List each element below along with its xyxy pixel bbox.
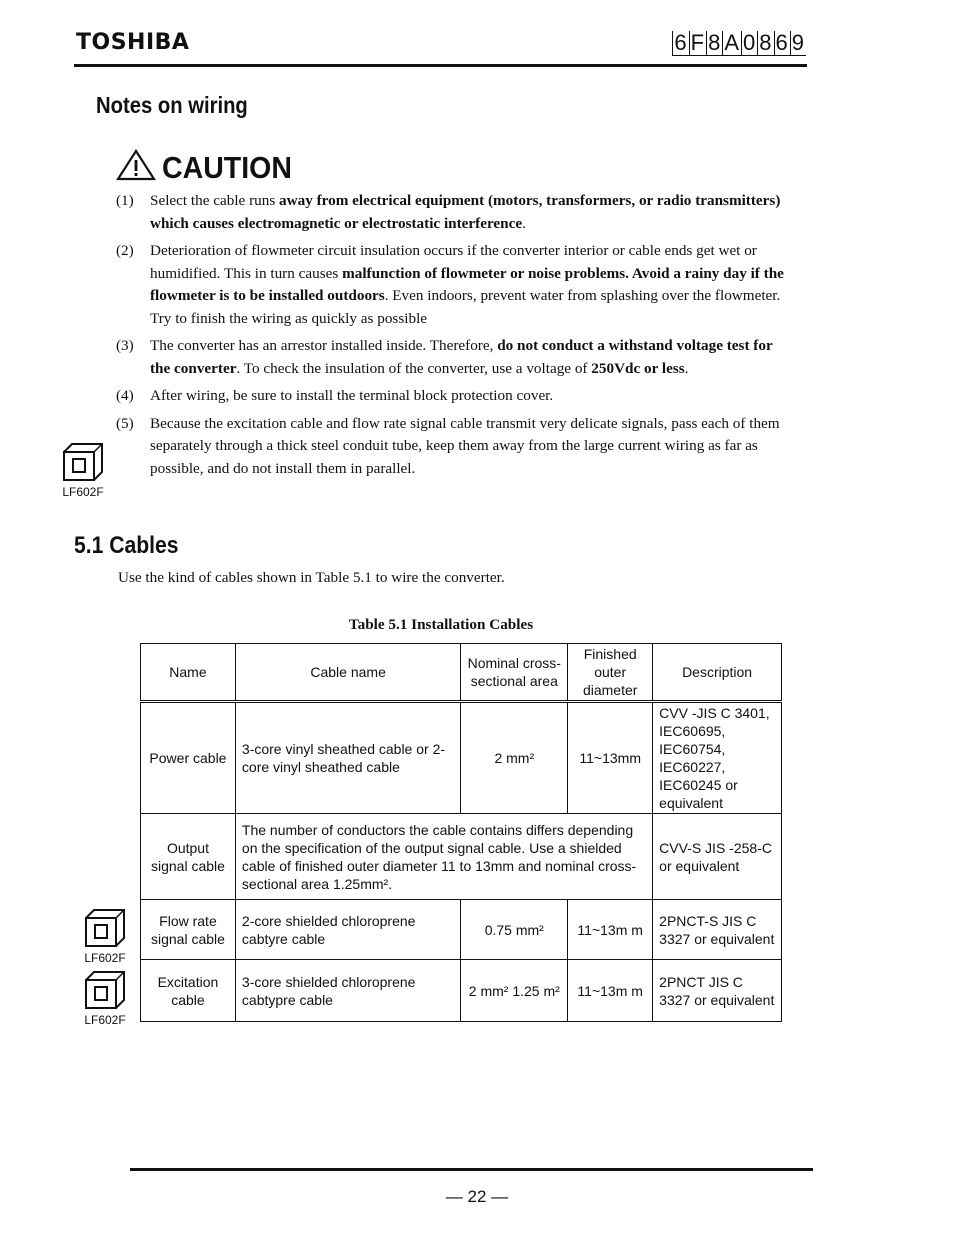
cell-cable-name: 3-core vinyl sheathed cable or 2-core vinyl sheathed cable <box>235 702 460 814</box>
doc-number-char: 0 <box>743 30 757 55</box>
cables-intro: Use the kind of cables shown in Table 5.1 to wire the converter. <box>118 569 505 586</box>
cell-diameter: 11~13m m <box>568 900 653 960</box>
doc-number-char: 9 <box>791 30 805 55</box>
cell-note: The number of conductors the cable contains differs depending on the specification of the output signal cable. Use a shielded cable of finished outer diameter 11 to 13mm and nominal cross-sectional area 1.25mm². <box>235 814 652 900</box>
brand-logo: TOSHIBA <box>76 30 190 55</box>
cell-cable-name: 2-core shielded chloroprene cabtyre cable <box>235 900 460 960</box>
note-text: After wiring, be sure to install the terminal block protection cover. <box>150 387 554 404</box>
caution-label: CAUTION <box>162 149 292 185</box>
cell-area: 0.75 mm² <box>461 900 568 960</box>
lf602f-label: LF602F <box>84 951 126 965</box>
lf602f-marker <box>82 968 128 1027</box>
doc-number-char: F <box>690 30 706 55</box>
note-number: (3) <box>116 337 134 354</box>
doc-number-char: 6 <box>775 30 789 55</box>
header-diameter: Finished outer diameter <box>568 644 653 702</box>
caution-heading <box>116 148 303 187</box>
footer-rule <box>130 1168 813 1171</box>
header-rule <box>74 64 807 67</box>
table-caption: Table 5.1 Installation Cables <box>348 616 534 633</box>
table-header-row <box>141 644 782 702</box>
caution-notes-list <box>116 190 796 485</box>
cell-name: Output signal cable <box>141 814 236 900</box>
doc-number-char: A <box>724 30 740 55</box>
cell-diameter: 11~13m m <box>568 960 653 1022</box>
warning-triangle-icon <box>116 148 156 187</box>
note-item <box>116 240 796 330</box>
note-item <box>116 190 796 235</box>
converter-box-icon <box>82 906 128 951</box>
note-item <box>116 413 796 481</box>
note-text: Deterioration of flowmeter circuit insulation occurs if the converter interior or cable ends get wet or humidified. This in turn causes malfunction of flowmeter or noise problems. Avoid a rainy day if the flowmeter is to be installed outdoors. Even indoors, prevent water from splashing over the flowmeter. Try to finish the wiring as quickly as possible <box>150 242 784 327</box>
cell-name: Power cable <box>141 702 236 814</box>
note-number: (4) <box>116 387 134 404</box>
cell-description: 2PNCT JIS C 3327 or equivalent <box>653 960 782 1022</box>
cell-area: 2 mm² <box>461 702 568 814</box>
table-row <box>141 814 782 900</box>
cell-diameter: 11~13mm <box>568 702 653 814</box>
installation-cables-table <box>140 643 782 1022</box>
lf602f-marker <box>60 440 106 499</box>
cell-description: CVV-S JIS -258-C or equivalent <box>653 814 782 900</box>
cell-description: CVV -JIS C 3401, IEC60695, IEC60754, IEC60227, IEC60245 or equivalent <box>653 702 782 814</box>
note-number: (1) <box>116 192 134 209</box>
header-name: Name <box>141 644 236 702</box>
cell-name: Excitation cable <box>141 960 236 1022</box>
doc-number-char: 8 <box>708 30 722 55</box>
note-number: (2) <box>116 242 134 259</box>
doc-number-char: 6 <box>674 30 688 55</box>
note-text: Because the excitation cable and flow rate signal cable transmit very delicate signals, pass each of them separately through a thick steel conduit tube, keep them away from the large current wiring as far as possible, and do not install them in parallel. <box>150 414 780 477</box>
note-text: Select the cable runs away from electrical equipment (motors, transformers, or radio transmitters) which causes electromagnetic or electrostatic interference. <box>150 192 781 232</box>
header-cable-name: Cable name <box>235 644 460 702</box>
lf602f-label: LF602F <box>84 1013 126 1027</box>
page-number: — 22 — <box>445 1187 509 1206</box>
table-row <box>141 702 782 814</box>
note-text: The converter has an arrestor installed inside. Therefore, do not conduct a withstand voltage test for the converter. To check the insulation of the converter, use a voltage of 250Vdc or less. <box>150 337 773 377</box>
lf602f-marker <box>82 906 128 965</box>
converter-box-icon <box>60 440 106 485</box>
cell-cable-name: 3-core shielded chloroprene cabtypre cable <box>235 960 460 1022</box>
section-title-cables: 5.1 Cables <box>74 532 179 559</box>
cell-area: 2 mm² 1.25 m² <box>461 960 568 1022</box>
table-row <box>141 900 782 960</box>
section-title-notes: Notes on wiring <box>96 92 248 118</box>
note-item <box>116 335 796 380</box>
lf602f-label: LF602F <box>62 485 104 499</box>
header-area: Nominal cross-sectional area <box>461 644 568 702</box>
cell-description: 2PNCT-S JIS C 3327 or equivalent <box>653 900 782 960</box>
table-row <box>141 960 782 1022</box>
cell-name: Flow rate signal cable <box>141 900 236 960</box>
converter-box-icon <box>82 968 128 1013</box>
note-item <box>116 385 796 408</box>
doc-number-char: 8 <box>759 30 773 55</box>
note-number: (5) <box>116 414 134 432</box>
header-description: Description <box>653 644 782 702</box>
document-number <box>672 30 806 56</box>
